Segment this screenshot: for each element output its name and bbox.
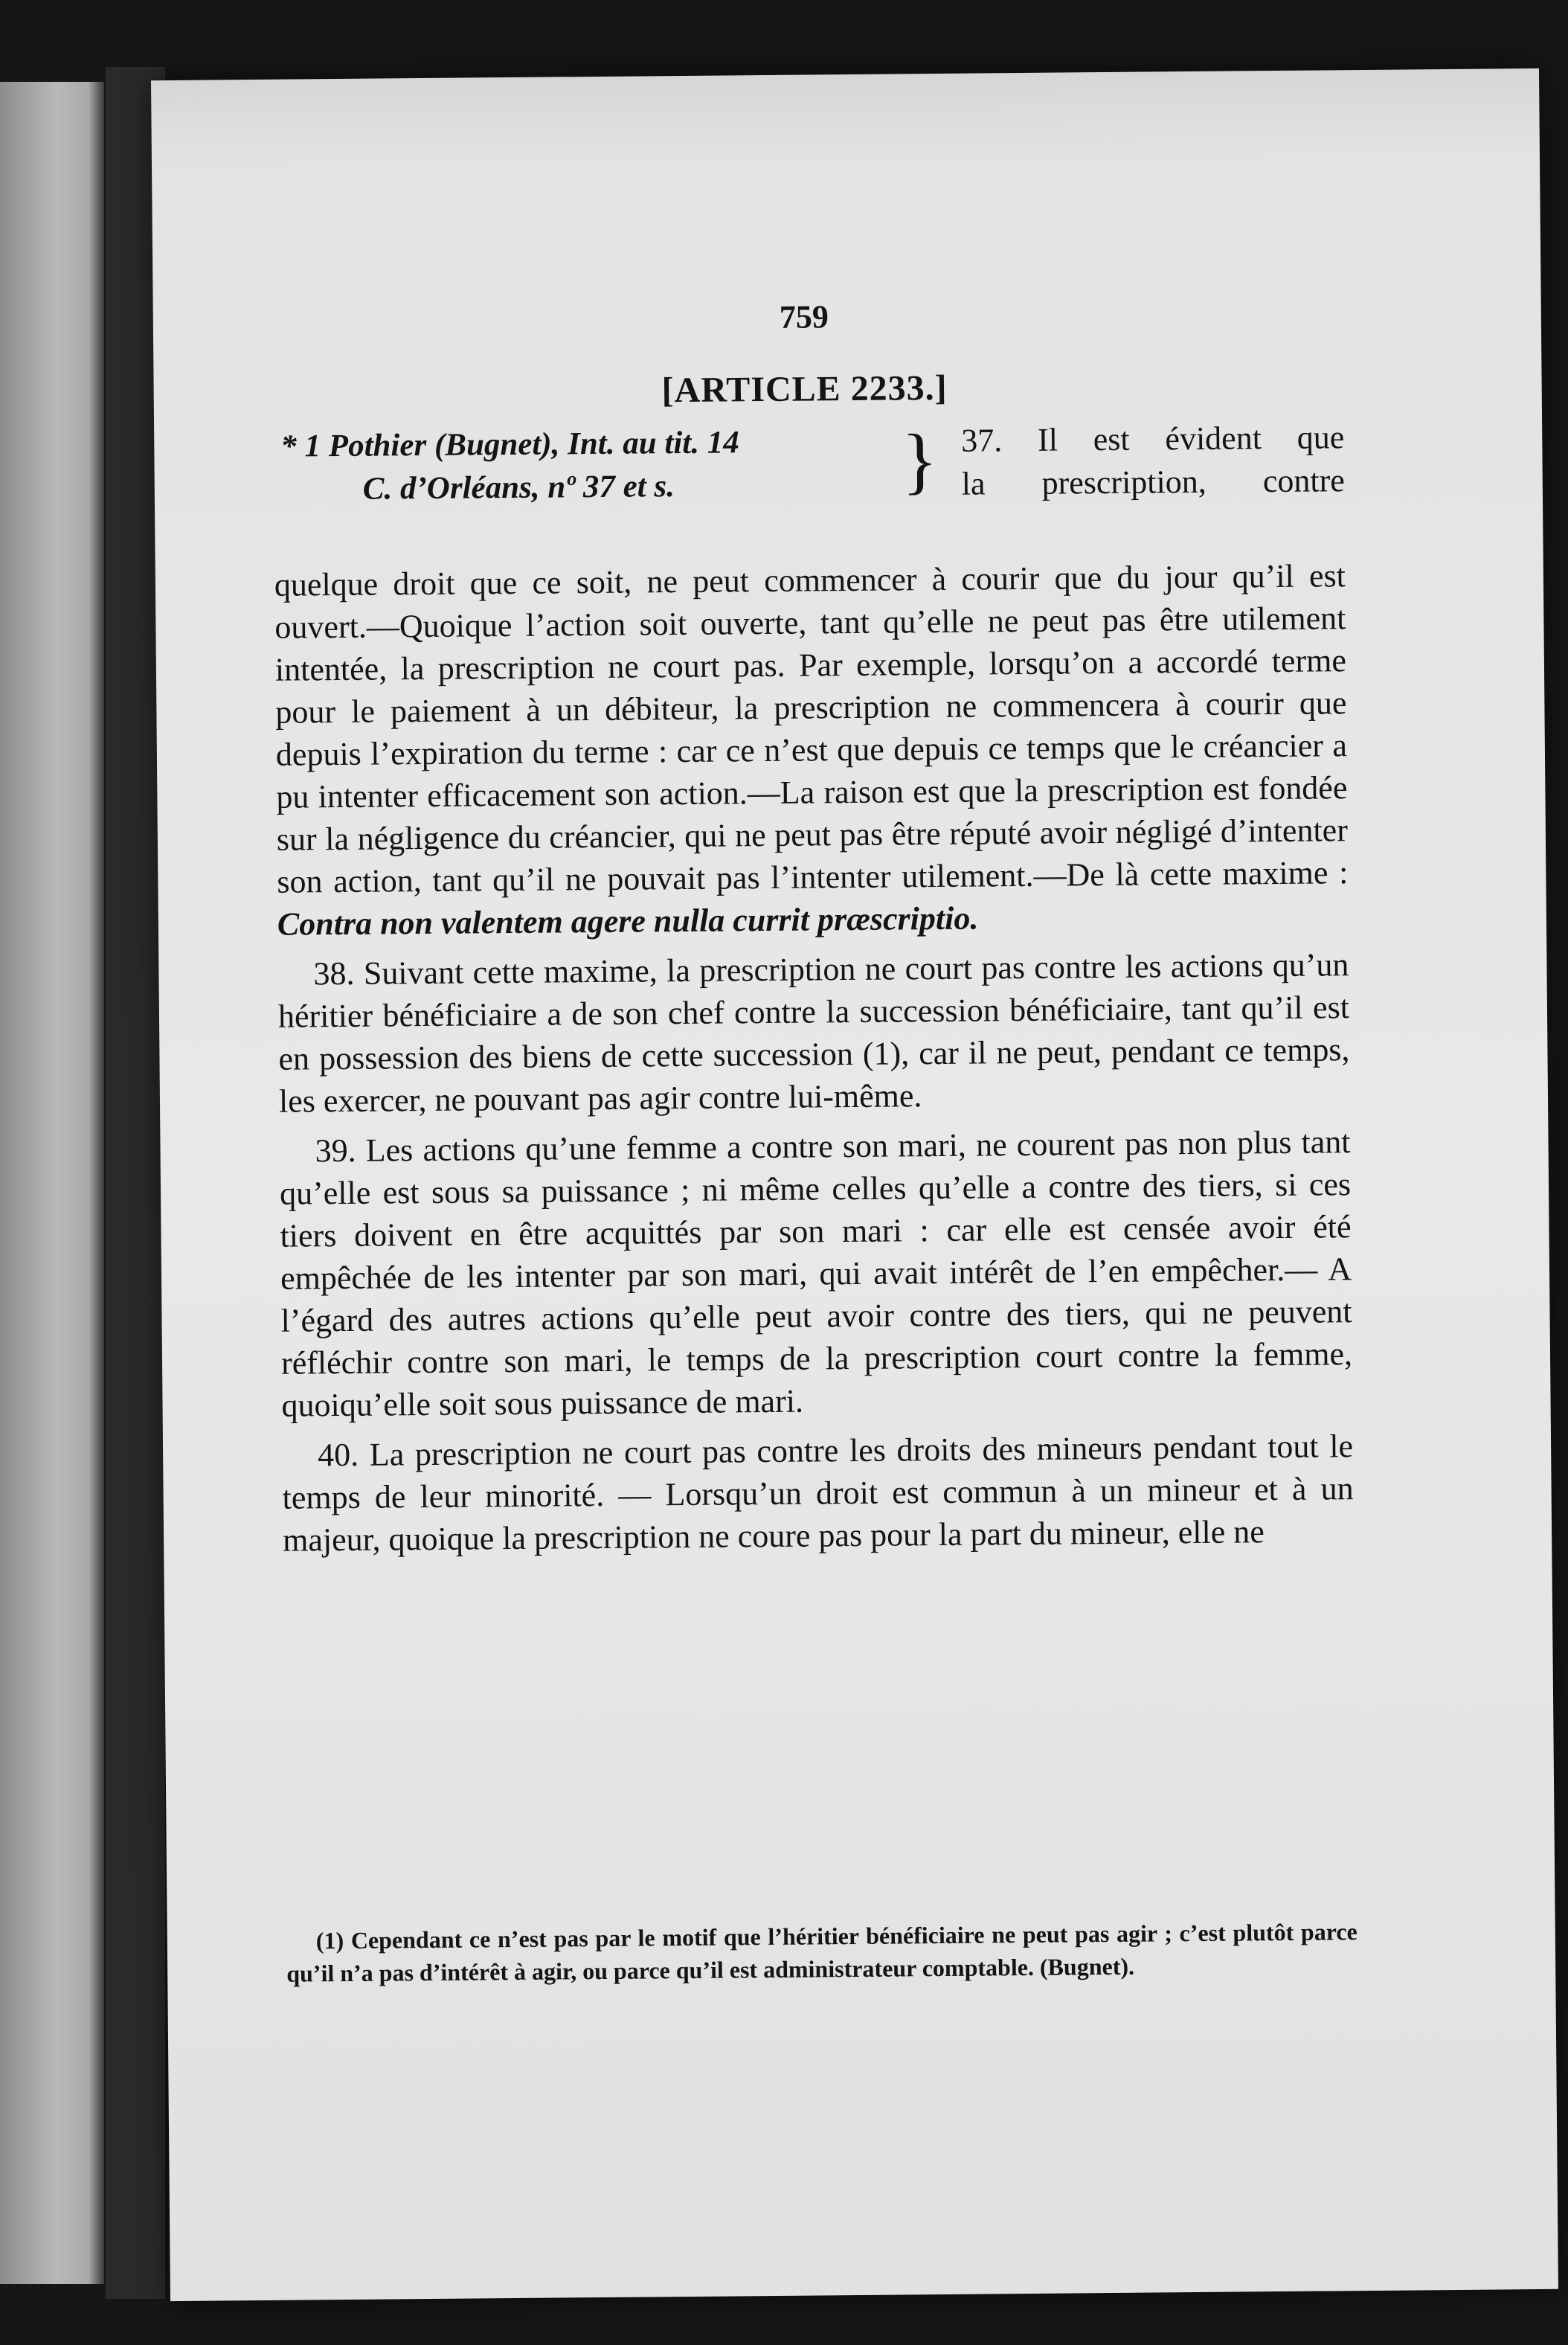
left-page-edge [0, 82, 104, 2284]
book-page [151, 68, 1558, 2301]
source-citation [280, 421, 739, 511]
paragraph-40: 40. La prescription ne court pas contre les droits des mineurs pendant tout le temps de leur minorité. — Lorsqu’un droit est commun à un mineur et à un majeur, quoique la prescription ne coure pas pour la part du mineur, elle ne [282, 1428, 1354, 1559]
page-number: 759 [779, 298, 829, 336]
paragraph-37-head-line-1: 37. Il est évident que [961, 419, 1345, 459]
paragraph-37-body: quelque droit que ce soit, ne peut commencer à courir que du jour qu’il est ouvert.—Quoique l’action soit ouverte, tant qu’elle ne peut pas être utilement intentée, la prescription ne court pas. Par exemple, lorsqu’on a accordé terme pour le paiement à un débiteur, la prescription ne commencera à courir que depuis l’expiration du terme : car ce n’est que depuis ce temps que le créancier a pu intenter efficacement son action.—La raison est que la prescription est fondée sur la négligence du créancier, qui ne peut pas être réputé avoir négligé d’intenter son action, tant qu’il ne pouvait pas l’intenter utilement.—De là cette maxime : [274, 557, 1349, 900]
citation-brace: } [902, 418, 938, 502]
paragraph-37-head [961, 416, 1345, 505]
paragraph-37 [274, 554, 1349, 946]
body-text [274, 554, 1355, 1569]
source-line-1: * 1 Pothier (Bugnet), Int. au tit. 14 [280, 425, 739, 464]
paragraph-39: 39. Les actions qu’une femme a contre son mari, ne courent pas non plus tant qu’elle est sous sa puissance ; ni même celles qu’elle a contre des tiers, si ces tiers doivent en être acquittés par son mari : car elle est censée avoir été empêchée de les intenter par son mari, qui avait intérêt de l’en empêcher.— A l’égard des autres actions qu’elle peut avoir contre des tiers, qui ne peuvent réfléchir contre son mari, le temps de la prescription court contre la femme, quoiqu’elle soit sous puissance de mari. [279, 1123, 1353, 1424]
footnote [286, 1915, 1358, 1990]
source-line-2: C. d’Orléans, nº 37 et s. [362, 469, 675, 507]
article-heading: [ARTICLE 2233.] [661, 368, 948, 411]
paragraph-37-head-line-2: la prescription, contre [961, 462, 1345, 502]
footnote-text: (1) Cependant ce n’est pas par le motif que l’héritier bénéficiaire ne peut pas agir ; c’est plutôt parce qu’il n’a pas d’intérêt à agir, ou parce qu’il est administrateur comptable. (Bugnet). [286, 1918, 1357, 1987]
page-content [263, 70, 1357, 1987]
paragraph-38: 38. Suivant cette maxime, la prescription ne court pas contre les actions qu’un héritier bénéficiaire a de son chef contre la succession bénéficiaire, tant qu’il est en possession des biens de cette succession (1), car il ne peut, pendant ce temps, les exercer, ne pouvant pas agir contre lui-même. [277, 946, 1350, 1120]
latin-maxim: Contra non valentem agere nulla currit præscriptio. [277, 899, 979, 943]
